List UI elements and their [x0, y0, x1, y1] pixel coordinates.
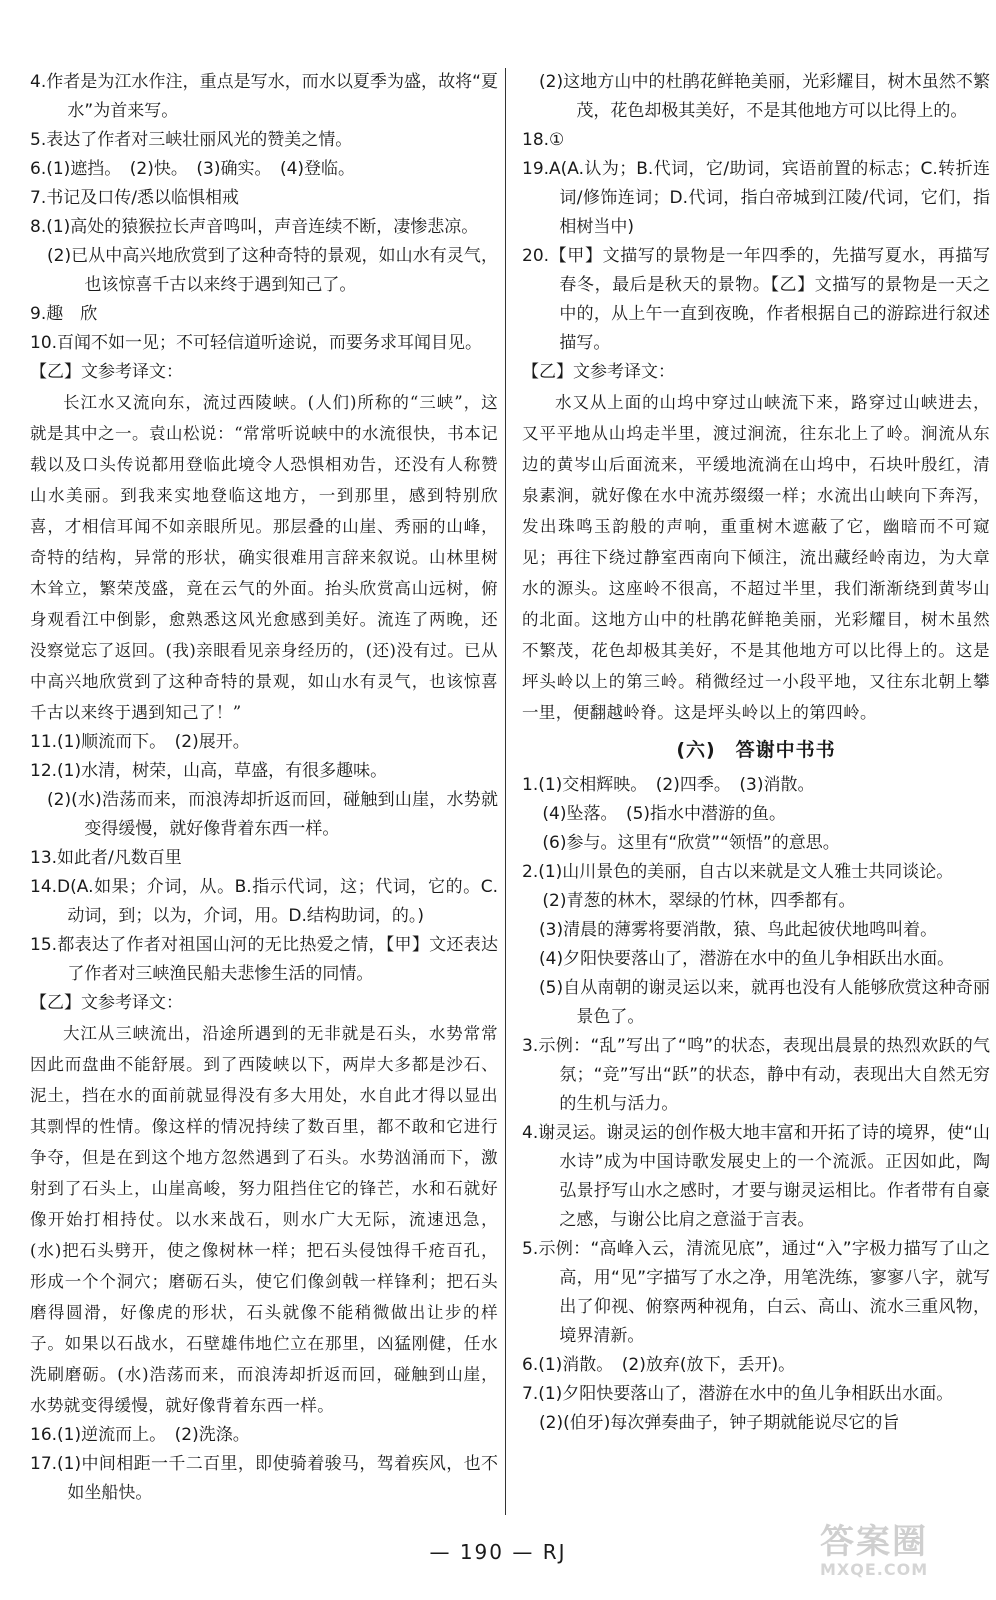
answer-item: 6.(1)遮挡。 (2)快。 (3)确实。 (4)登临。	[30, 159, 356, 179]
answer-item: 16.(1)逆流而上。 (2)洗涤。	[30, 1425, 250, 1445]
answer-item: 4.谢灵运。谢灵运的创作极大地丰富和开拓了诗的境界，使“山水诗”成为中国诗歌发展史上的一个流派。正因如此，陶弘景抒写山水之感时，才要与谢灵运相比。作者带有自豪之感，与谢公比肩之意溢于言表。	[522, 1123, 990, 1230]
answer-item: 7.(1)夕阳快要落山了，潜游在水中的鱼儿争相跃出水面。	[522, 1384, 954, 1404]
answer-item: 4.作者是为江水作注，重点是写水，而水以夏季为盛，故将“夏水”为首来写。	[30, 72, 498, 121]
page-number: — 190 —	[429, 1540, 535, 1564]
watermark-logo	[820, 1524, 970, 1582]
left-column	[30, 68, 498, 1508]
answer-subitem: (4)坠落。 (5)指水中潜游的鱼。	[542, 804, 787, 824]
answer-item: 9.趣 欣	[30, 304, 98, 324]
translation-label: 【乙】文参考译文：	[30, 993, 183, 1013]
answer-item: 14.D(A.如果；介词，从。B.指示代词，这；代词，它的。C.动词，到；以为，介词，用。D.结构助词，的。)	[30, 877, 498, 926]
watermark-text: 答案圈	[820, 1522, 928, 1562]
answer-item: 10.百闻不如一见；不可轻信道听途说，而要务求耳闻目见。	[30, 333, 483, 353]
answer-item: 2.(1)山川景色的美丽，自古以来就是文人雅士共同谈论。	[522, 862, 954, 882]
translation-paragraph: 长江水又流向东，流过西陵峡。(人们)所称的“三峡”，这就是其中之一。袁山松说：“常常听说峡中的水流很快，书本记载以及口头传说都用登临此境令人恐惧相劝告，还没有人称赞山水美丽。到我来实地登临这地方，一到那里，感到特别欣喜，才相信耳闻不如亲眼所见。那层叠的山崖、秀丽的山峰，奇特的结构，异常的形状，确实很难用言辞来叙说。山林里树木耸立，繁荣茂盛，竟在云气的外面。抬头欣赏高山远树，俯身观看江中倒影，愈熟悉这风光愈感到美好。流连了两晚，还没察觉忘了返回。(我)亲眼看见亲身经历的，(还)没有过。已从中高兴地欣赏到了这种奇特的景观，如山水有灵气，也该惊喜千古以来终于遇到知己了！”	[30, 393, 498, 722]
watermark-url: MXQE.COM	[820, 1560, 929, 1579]
answer-subitem: (2)(伯牙)每次弹奏曲子，钟子期就能说尽它的旨	[539, 1413, 900, 1433]
answer-item: 13.如此者/凡数百里	[30, 848, 182, 868]
answer-item: 3.示例：“乱”写出了“鸣”的状态，表现出晨景的热烈欢跃的气氛；“竞”写出“跃”的状态，静中有动，表现出大自然无穷的生机与活力。	[522, 1036, 990, 1114]
translation-paragraph: 水又从上面的山坞中穿过山峡流下来，路穿过山峡进去，又平平地从山坞走半里，渡过涧流，往东北上了岭。涧流从东边的黄岑山后面流来，平缓地流淌在山坞中，石块叶殷红，清泉素涧，就好像在水中流苏缀缀一样；水流出山峡向下奔泻，发出珠鸣玉韵般的声响，重重树木遮蔽了它，幽暗而不可窥见；再往下绕过静室西南向下倾注，流出藏经岭南边，为大章水的源头。这座岭不很高，不超过半里，我们渐渐绕到黄岑山的北面。这地方山中的杜鹃花鲜艳美丽，光彩耀目，树木虽然不繁茂，花色却极其美好，不是其他地方可以比得上的。这是坪头岭以上的第三岭。稍微经过一小段平地，又往东北朝上攀一里，便翻越岭脊。这是坪头岭以上的第四岭。	[522, 393, 990, 722]
answer-item: 19.A(A.认为；B.代词，它/助词，宾语前置的标志；C.转折连词/修饰连词；D.代词，指白帝城到江陵/代词，它们，指相树当中)	[522, 159, 990, 237]
right-column	[522, 68, 990, 1438]
answer-item: 20.【甲】文描写的景物是一年四季的，先描写夏水，再描写春冬，最后是秋天的景物。【乙】文描写的景物是一天之中的，从上午一直到夜晚，作者根据自己的游踪进行叙述描写。	[522, 246, 990, 353]
translation-label: 【乙】文参考译文：	[522, 362, 675, 382]
answer-item: 18.①	[522, 130, 565, 150]
answer-subitem: (4)夕阳快要落山了，潜游在水中的鱼儿争相跃出水面。	[539, 949, 955, 969]
translation-paragraph: 大江从三峡流出，沿途所遇到的无非就是石头，水势常常因此而盘曲不能舒展。到了西陵峡以下，两岸大多都是沙石、泥土，挡在水的面前就显得没有多大用处，水自此才得以显出其剽悍的性情。像这样的情况持续了数百里，都不敢和它进行争夺，但是在到这个地方忽然遇到了石头。水势汹涌而下，激射到了石头上，山崖高峻，努力阻挡住它的锋芒，水和石就好像开始打相持仗。以水来战石，则水广大无际，流速迅急，(水)把石头劈开，使之像树林一样；把石头侵蚀得千疮百孔，形成一个个洞穴；磨砺石头，使它们像剑戟一样锋利；把石头磨得圆滑，好像虎的形状，石头就像不能稍微做出让步的样子。如果以石战水，石壁雄伟地伫立在那里，凶猛刚健，任水洗刷磨砺。(水)浩荡而来，而浪涛却折返而回，碰触到山崖，水势就变得缓慢，就好像背着东西一样。	[30, 1024, 498, 1415]
column-divider	[505, 68, 506, 1515]
answer-subitem: (2)青葱的林木，翠绿的竹林，四季都有。	[542, 891, 856, 911]
answer-subitem: (6)参与。这里有“欣赏”“领悟”的意思。	[542, 833, 840, 853]
edition-label: RJ	[542, 1540, 567, 1564]
section-title: (六) 答谢中书书	[676, 739, 836, 761]
answer-item: 6.(1)消散。 (2)放弃(放下，丢开)。	[522, 1355, 796, 1375]
answer-item: 11.(1)顺流而下。 (2)展开。	[30, 732, 250, 752]
answer-item: 5.示例：“高峰入云，清流见底”，通过“入”字极力描写了山之高，用“见”字描写了水之净，用笔洗练，寥寥八字，就写出了仰视、俯察两种视角，白云、高山、流水三重风物，境界清新。	[522, 1239, 990, 1346]
answer-subitem: (5)自从南朝的谢灵运以来，就再也没有人能够欣赏这种奇丽景色了。	[539, 978, 990, 1027]
answer-item: 17.(1)中间相距一千二百里，即使骑着骏马，驾着疾风，也不如坐船快。	[30, 1454, 498, 1503]
answer-item: 7.书记及口传/悉以临惧相戒	[30, 188, 239, 208]
answer-item: 8.(1)高处的猿猴拉长声音鸣叫，声音连续不断，凄惨悲凉。	[30, 217, 479, 237]
answer-subitem: (3)清晨的薄雾将要消散，猿、鸟此起彼伏地鸣叫着。	[539, 920, 938, 940]
answer-subitem: (2)(水)浩荡而来，而浪涛却折返而回，碰触到山崖，水势就变得缓慢，就好像背着东西一样。	[47, 790, 498, 839]
answer-item: 12.(1)水清，树荣，山高，草盛，有很多趣味。	[30, 761, 388, 781]
translation-label: 【乙】文参考译文：	[30, 362, 183, 382]
answer-subitem: (2)这地方山中的杜鹃花鲜艳美丽，光彩耀目，树木虽然不繁茂，花色却极其美好，不是其他地方可以比得上的。	[539, 72, 990, 121]
answer-item: 15.都表达了作者对祖国山河的无比热爱之情，【甲】文还表达了作者对三峡渔民船夫悲惨生活的同情。	[30, 935, 498, 984]
answer-subitem: (2)已从中高兴地欣赏到了这种奇特的景观，如山水有灵气，也该惊喜千古以来终于遇到知己了。	[47, 246, 498, 295]
answer-item: 5.表达了作者对三峡壮丽风光的赞美之情。	[30, 130, 353, 150]
answer-item: 1.(1)交相辉映。 (2)四季。 (3)消散。	[522, 775, 815, 795]
